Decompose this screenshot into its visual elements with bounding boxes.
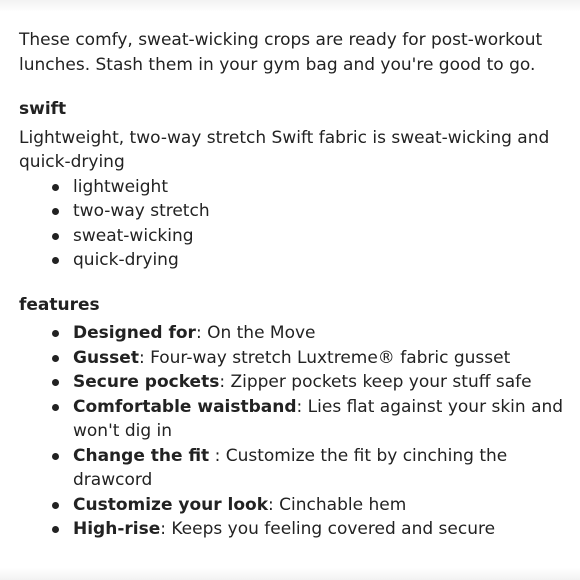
feature-text: : Lies flat against your skin and won't dig in [73,396,564,441]
feature-text: : Four-way stretch Luxtreme® fabric gusset [138,347,511,368]
swift-list [19,175,564,273]
feature-item [73,370,564,395]
feature-item [73,517,564,542]
feature-item [73,321,564,346]
feature-item [73,493,564,518]
swift-heading: swift [19,99,67,119]
feature-text: : Keeps you feeling covered and secure [160,519,496,539]
feature-label: Gusset [73,347,139,368]
feature-text: : On the Move [195,323,316,343]
feature-label: Comfortable waistband [73,396,297,417]
feature-label: Designed for [73,323,196,343]
feature-label: Customize your look [73,494,269,515]
product-description [19,28,564,542]
feature-text: : Zipper pockets keep your stuff safe [219,372,532,392]
feature-item [73,444,564,493]
feature-label: High-rise [73,519,161,539]
features-heading: features [19,294,100,315]
feature-item [73,395,564,444]
list-item: sweat-wicking [73,224,564,249]
intro-paragraph: These comfy, sweat-wicking crops are ready for post-workout lunches. Stash them in your gym bag and you're good to go. [19,30,543,75]
feature-item [73,346,564,371]
list-item: lightweight [73,175,564,200]
feature-label: Secure pockets [73,372,220,392]
feature-label: Change the fit [73,445,210,466]
top-fade [0,0,580,12]
list-item: quick-drying [73,248,564,273]
swift-description: Lightweight, two-way stretch Swift fabric is sweat-wicking and quick-drying [19,127,550,172]
features-list [19,321,564,542]
bottom-fade [0,568,580,580]
feature-text: : Customize the fit by cinching the drawcord [73,445,508,490]
feature-text: : Cinchable hem [268,494,407,515]
list-item: two-way stretch [73,199,564,224]
